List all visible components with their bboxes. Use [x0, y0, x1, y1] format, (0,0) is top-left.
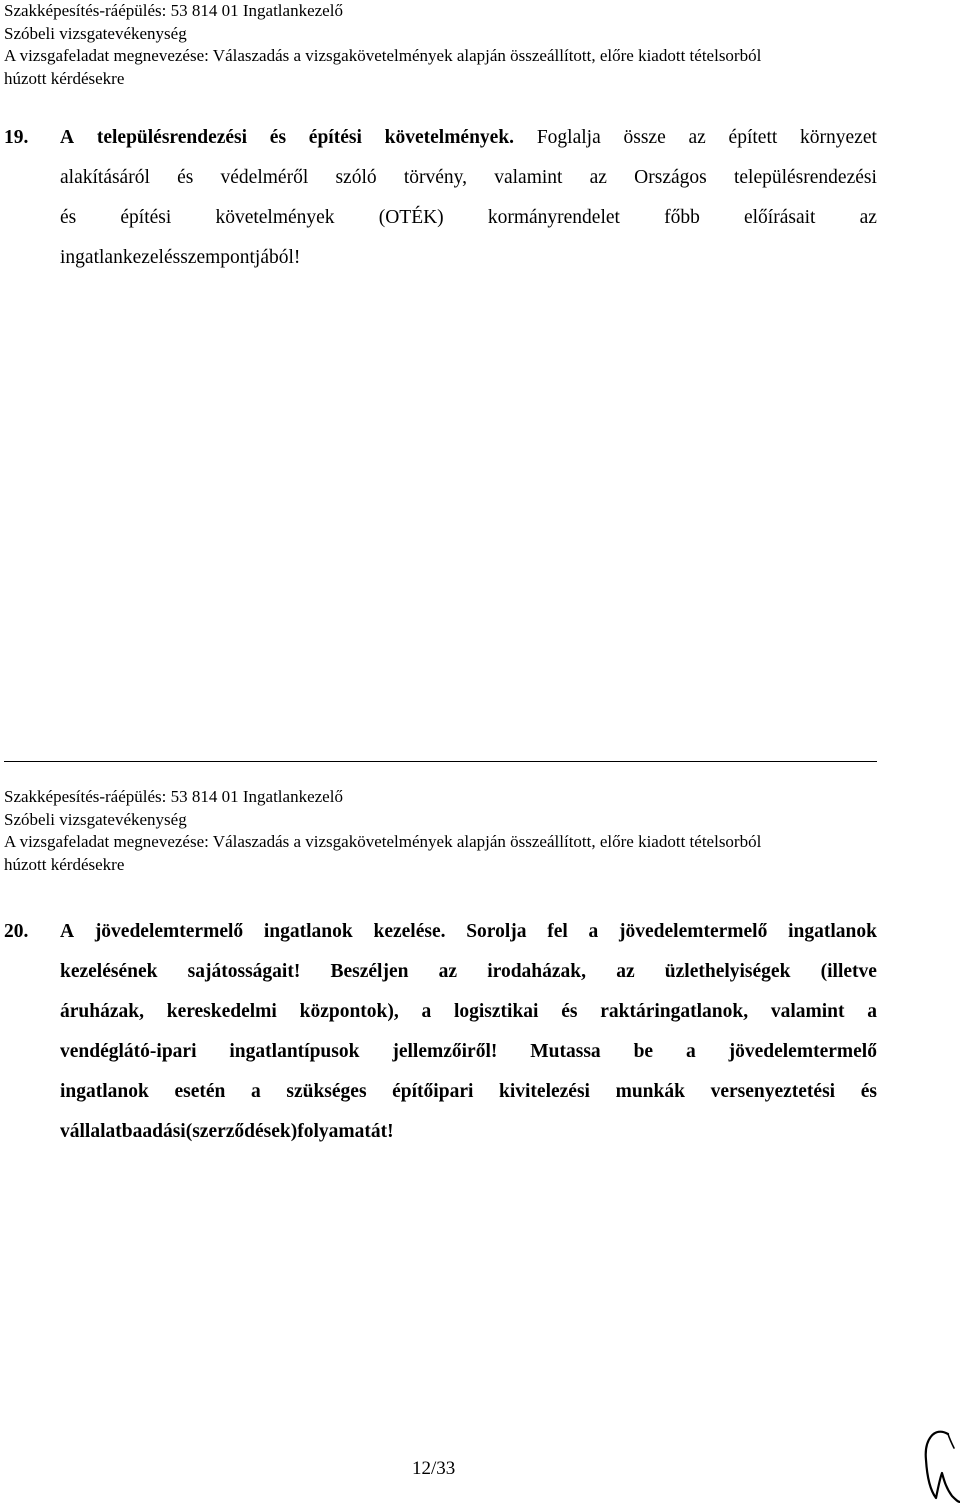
handwritten-signature — [914, 1418, 960, 1503]
question-word: építési — [308, 127, 362, 148]
question-word: adási — [142, 1121, 186, 1142]
question-word: raktáringatlanok, — [600, 1001, 749, 1022]
question-word: irodaházak, — [487, 961, 587, 982]
question-word: településrendezési — [96, 127, 248, 148]
question-word: ingatlantípusok — [229, 1041, 360, 1062]
header-qualification: Szakképesítés-ráépülés: 53 814 01 Ingatlankezelő — [4, 787, 343, 806]
question-word: ingatlanok — [263, 921, 353, 942]
question-word: Beszéljen — [330, 961, 409, 982]
question-word: kereskedelmi — [166, 1001, 277, 1022]
question-text-line — [60, 118, 877, 158]
question-word: ingatlanok — [60, 1081, 149, 1102]
question-word: össze — [623, 127, 666, 148]
question-word: vállalatba — [60, 1121, 143, 1142]
question-line — [4, 952, 877, 992]
question-text-line — [60, 238, 877, 278]
page-number: 12/33 — [412, 1458, 456, 1479]
question-word: a — [685, 1041, 696, 1062]
question-word: (szerződések) — [185, 1121, 298, 1142]
question-line — [4, 1112, 877, 1152]
question-word: folyamatát! — [297, 1121, 394, 1142]
header-qualification: Szakképesítés-ráépülés: 53 814 01 Ingatlankezelő — [4, 1, 343, 20]
question-word: esetén — [174, 1081, 226, 1102]
question-word: fel — [547, 921, 568, 942]
question-word: a — [251, 1081, 261, 1102]
question-word: ingatlanok — [788, 921, 877, 942]
question-word: kormányrendelet — [487, 207, 620, 228]
question-word: az — [616, 961, 635, 982]
question-word: üzlethelyiségek — [664, 961, 791, 982]
header-task-title: A vizsgafeladat megnevezése: Válaszadás a vizsgakövetelmények alapján összeállított, előre kiadott tételsorból — [4, 46, 762, 65]
question-number: 20. — [4, 921, 29, 942]
question-line — [4, 238, 877, 278]
question-text-line — [60, 158, 877, 198]
question-word: és — [561, 1001, 578, 1022]
question-text-line — [60, 1032, 877, 1072]
question-word: kezelésének — [60, 961, 158, 982]
question-word: logisztikai — [453, 1001, 539, 1022]
page-header — [4, 786, 904, 876]
question-word: környezet — [800, 127, 877, 148]
question-word: az — [688, 127, 706, 148]
question-word: építőipari — [392, 1081, 474, 1102]
question-word: kivitelezési — [499, 1081, 590, 1102]
question-text-line — [60, 952, 877, 992]
header-task-title: A vizsgafeladat megnevezése: Válaszadás a vizsgakövetelmények alapján összeállított, előre kiadott tételsorból — [4, 832, 762, 851]
question-word: és — [269, 127, 287, 148]
question-line — [4, 1032, 877, 1072]
question-word: alakításáról — [60, 167, 150, 188]
question-word: Sorolja — [466, 921, 527, 942]
question-word: (OTÉK) — [378, 207, 444, 228]
question-word: településrendezési — [733, 167, 877, 188]
question-word: Mutassa — [530, 1041, 601, 1062]
question-text-line — [60, 198, 877, 238]
question-word: főbb — [664, 207, 700, 228]
question-word: az — [438, 961, 458, 982]
question-19 — [4, 118, 877, 278]
question-word: központok), — [299, 1001, 399, 1022]
question-word: áruházak, — [60, 1001, 144, 1022]
question-word: Foglalja — [536, 127, 601, 148]
question-word: az — [589, 167, 607, 188]
question-word: a — [867, 1001, 877, 1022]
question-word: épített — [728, 127, 778, 148]
question-word: vendéglátó-ipari — [60, 1041, 197, 1062]
question-text-line — [60, 912, 877, 952]
header-exam-activity: Szóbeli vizsgatevékenység — [4, 809, 187, 829]
question-word: szükséges — [286, 1081, 367, 1102]
question-word: követelmények. — [384, 127, 515, 148]
question-text-line — [60, 1072, 877, 1112]
question-line — [4, 1072, 877, 1112]
question-word: A — [60, 921, 75, 942]
question-word: ingatlankezelés — [60, 247, 181, 268]
question-word: az — [859, 207, 877, 228]
question-line — [4, 158, 877, 198]
question-word: versenyeztetési — [710, 1081, 836, 1102]
question-word: szóló — [335, 167, 377, 188]
question-word: a — [421, 1001, 432, 1022]
question-20 — [4, 912, 877, 1152]
question-word: munkák — [615, 1081, 685, 1102]
question-word: előírásait — [743, 207, 816, 228]
header-exam-activity: Szóbeli vizsgatevékenység — [4, 23, 187, 43]
question-word: kezelése. — [373, 921, 446, 942]
question-word: jövedelemtermelő — [728, 1041, 877, 1062]
question-word: a — [588, 921, 599, 942]
question-number: 19. — [4, 127, 29, 148]
question-line — [4, 198, 877, 238]
header-task-title-cont: húzott kérdésekre — [4, 68, 125, 88]
question-word: építési — [120, 207, 172, 228]
question-word: és — [60, 207, 77, 228]
question-text-line — [60, 992, 877, 1032]
question-word: valamint — [494, 167, 563, 188]
question-word: jövedelemtermelő — [94, 921, 244, 942]
question-word: törvény, — [403, 167, 468, 188]
question-word: és — [177, 167, 194, 188]
question-line — [4, 992, 877, 1032]
question-word: (illetve — [820, 961, 877, 982]
question-word: be — [633, 1041, 654, 1062]
question-word: jellemzőiről! — [392, 1041, 498, 1062]
question-word: jövedelemtermelő — [619, 921, 768, 942]
question-line — [4, 118, 877, 158]
question-word: A — [60, 127, 75, 148]
page-header — [4, 0, 904, 90]
question-line — [4, 912, 877, 952]
question-word: szempontjából! — [180, 247, 301, 268]
question-word: követelmények — [215, 207, 335, 228]
question-word: valamint — [770, 1001, 845, 1022]
section-divider — [4, 761, 877, 762]
question-word: sajátosságait! — [187, 961, 301, 982]
question-word: védelméről — [220, 167, 309, 188]
question-text-line — [60, 1112, 877, 1152]
header-task-title-cont: húzott kérdésekre — [4, 854, 125, 874]
question-word: Országos — [634, 167, 707, 188]
question-word: és — [860, 1081, 877, 1102]
